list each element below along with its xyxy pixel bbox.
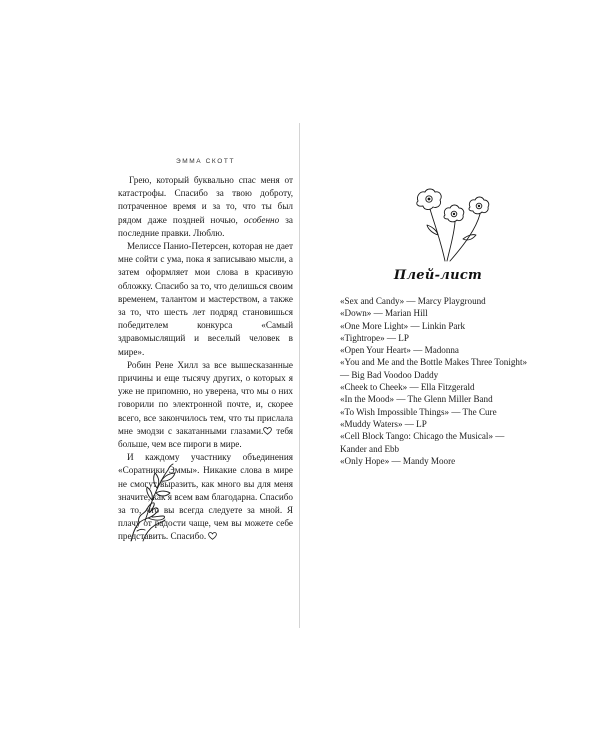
playlist-title: Плей-лист — [393, 268, 483, 283]
paragraph-1: Грею, который буквально спас меня от катастрофы. Спасибо за твою доброту, потраченное время и за то, что ты был рядом даже поздней ночью, особенно за последние правки. Люблю. — [118, 175, 293, 238]
playlist-item: «In the Mood» — The Glenn Miller Band — [340, 394, 493, 405]
page-gutter — [299, 123, 300, 628]
paragraph-4: И каждому участнику объединения «Соратники Эммы». Никакие слова в мире не смогут выразить, как много вы для меня значите, как я всем вам благодарна. Спасибо за то, что вы всегда следуете за мной. Я плачу от радости чаще, чем вы можете себе представить. Спасибо. — [118, 452, 293, 542]
heart-outline-icon — [263, 427, 272, 435]
emphasis: особенно — [243, 214, 280, 225]
paragraph-3: Робин Рене Хилл за все вышесказанные причины и еще тысячу других, о которых я уже не припомню, но уверена, что мы о них говорили по электронной почте, и, скорее всего, все закончилось тем, что ты прислала мне эмодзи с закатанными глазами. тебя больше, чем все пироги в мире. — [118, 359, 293, 450]
paragraph-2: Мелиссе Панио-Петерсен, которая не дает мне сойти с ума, пока я записываю мысли, а затем оформляет мои слова в красивую обложку. Спасибо за то, что делишься своим временем, талантом и мастерством, а также за то, что шесть лет подряд становишься победителем конкурса «Самый здравомыслящий и веселый человек в мире». — [118, 241, 293, 357]
playlist-item: «One More Light» — Linkin Park — [340, 320, 466, 331]
playlist-item: «Cell Block Tango: Chicago the Musical» — Kander and Ebb — [340, 431, 505, 454]
playlist-item: «Only Hope» — Mandy Moore — [340, 455, 456, 466]
poppy-flowers-illustration — [412, 183, 492, 263]
playlist-item: «Sex and Candy» — Marcy Playground — [340, 296, 486, 306]
playlist-item: «To Wish Impossible Things» — The Cure — [340, 406, 497, 417]
playlist-item: «Down» — Marian Hill — [340, 308, 428, 319]
playlist-item: «Cheek to Cheek» — Ella Fitzgerald — [340, 382, 475, 393]
running-head: ЭММА СКОТТ — [175, 158, 236, 165]
playlist — [340, 295, 530, 467]
playlist-item: «Muddy Waters» — LP — [340, 418, 427, 429]
playlist-item: «Open Your Heart» — Madonna — [340, 345, 459, 356]
playlist-item: «You and Me and the Bottle Makes Three Tonight» — Big Bad Voodoo Daddy — [340, 357, 528, 380]
hand-holding-sprig-illustration — [123, 463, 185, 543]
right-page — [318, 0, 528, 750]
playlist-item: «Tightrope» — LP — [340, 332, 409, 343]
heart-outline-icon — [208, 532, 217, 540]
